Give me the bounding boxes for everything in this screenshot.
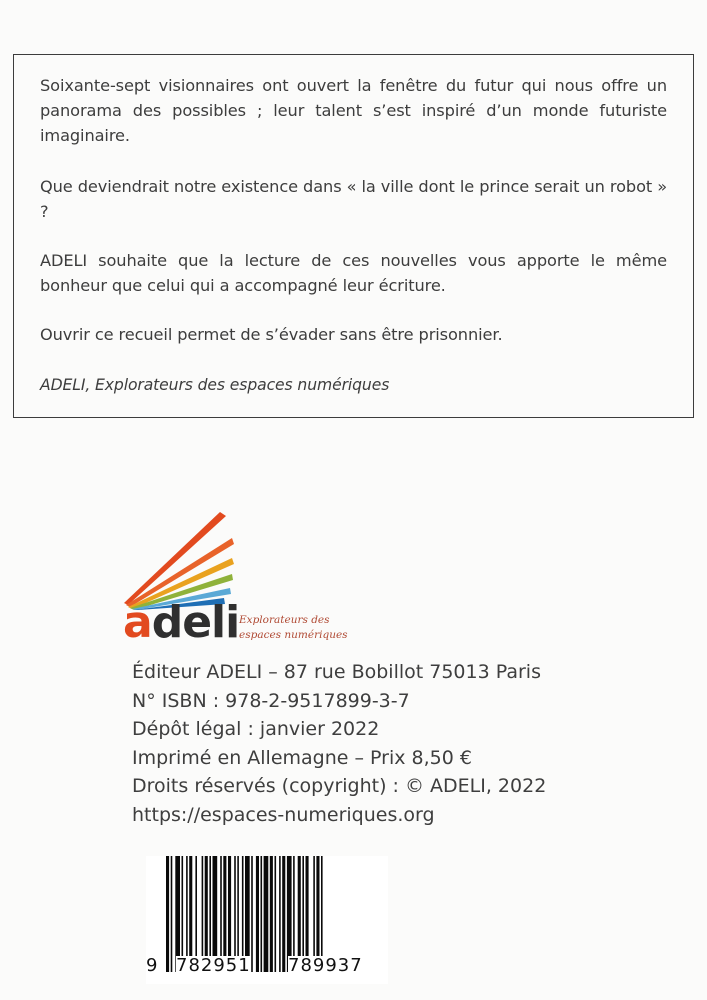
printed-price-line: Imprimé en Allemagne – Prix 8,50 € — [132, 746, 472, 769]
barcode-left-group: 782951 — [176, 955, 251, 976]
blurb-paragraph-4: Ouvrir ce recueil permet de s’évader sans être prisonnier. — [40, 325, 503, 344]
barcode-right-group: 789937 — [288, 955, 363, 976]
back-cover-blurb — [13, 54, 694, 418]
isbn-line: N° ISBN : 978-2-9517899-3-7 — [132, 689, 410, 712]
legal-deposit-line: Dépôt légal : janvier 2022 — [132, 718, 380, 741]
isbn-barcode — [146, 856, 388, 984]
logo-wordmark: adeli — [123, 597, 240, 648]
logo-rays-icon — [120, 510, 370, 610]
imprint-block — [132, 658, 546, 830]
blurb-signature: ADELI, Explorateurs des espaces numériques — [40, 376, 390, 394]
blurb-paragraph-2: Que deviendrait notre existence dans « la ville dont le prince serait un robot » ? — [40, 177, 667, 221]
blurb-paragraph-1: Soixante-sept visionnaires ont ouvert la fenêtre du futur qui nous offre un panorama des possibles ; leur talent s’est inspiré d’un monde futuriste imaginaire. — [40, 76, 667, 145]
website-url: https://espaces-numeriques.org — [132, 803, 435, 826]
logo-tagline: Explorateurs des espaces numériques — [239, 614, 348, 641]
blurb-paragraph-3: ADELI souhaite que la lecture de ces nouvelles vous apporte le même bonheur que celui qui a accompagné leur écriture. — [40, 251, 667, 295]
barcode-lead-digit: 9 — [146, 955, 159, 976]
rights-line: Droits réservés (copyright) : © ADELI, 2022 — [132, 775, 547, 798]
adeli-logo — [120, 510, 370, 650]
publisher-line: Éditeur ADELI – 87 rue Bobillot 75013 Paris — [132, 661, 541, 683]
